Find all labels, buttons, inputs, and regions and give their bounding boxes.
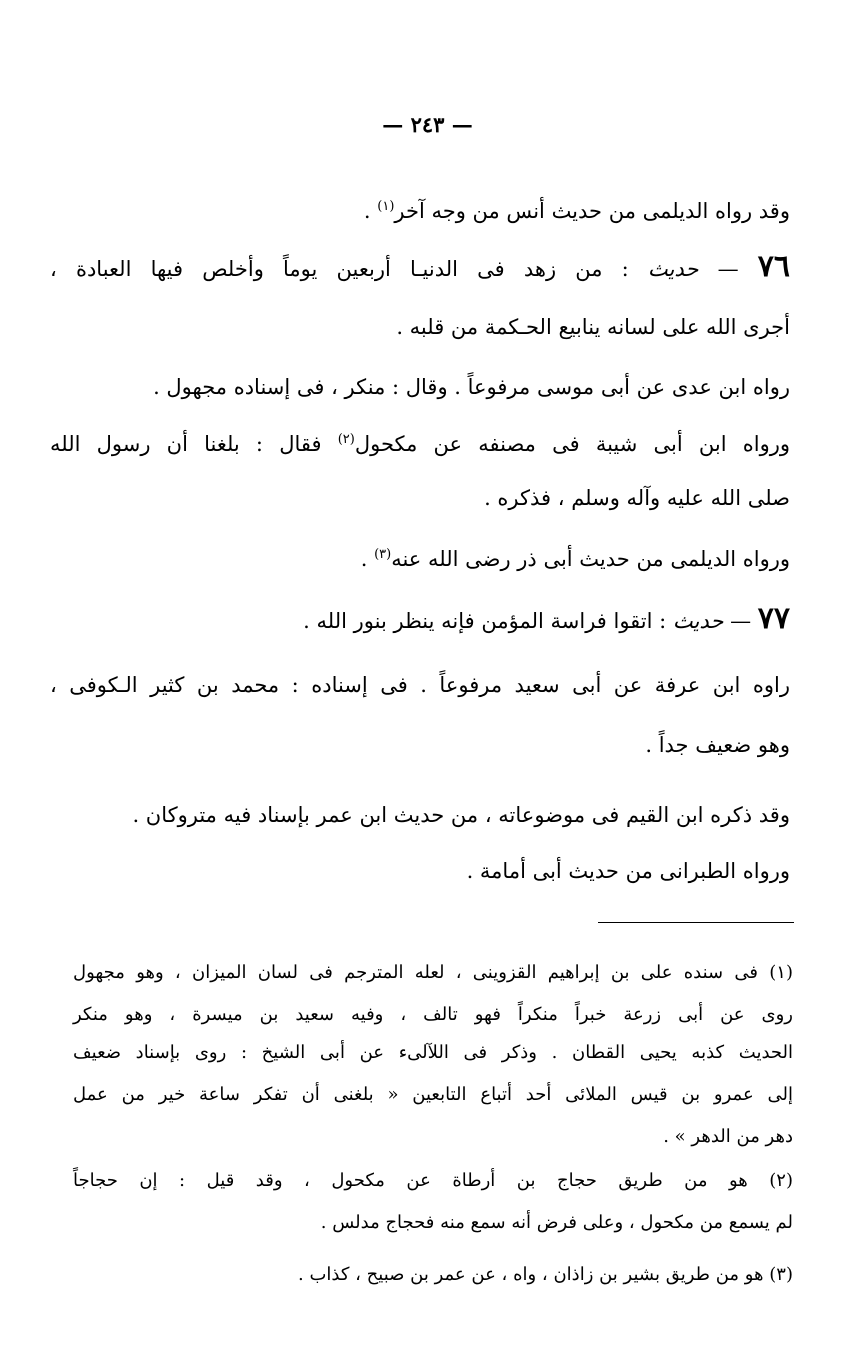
footnote-2-line-1: (٢) هو من طريق حجاج بن أرطاة عن مكحول ، وقد قيل : إن حجاجاً [73, 1170, 793, 1191]
hadith-76-line-2: أجرى الله على لسانه ينابيع الحـكمة من قلبه . [396, 315, 790, 339]
hadith-text: : اتقوا فراسة المؤمن فإنه ينظر بنور الله . [303, 609, 673, 633]
paragraph-abu-dharr [50, 540, 790, 574]
paragraph-text: ورواه ابن أبى شيبة فى مصنفه عن مكحول [354, 432, 791, 456]
footnote-1-line-2: روى عن أبى زرعة خبراً منكراً فهو تالف ، وفيه سعيد بن ميسرة ، وهو منكر [73, 1004, 793, 1025]
paragraph-ibn-arafa-line-1: راوه ابن عرفة عن أبى سعيد مرفوعاً . فى إسناده : محمد بن كثير الـكوفى ، [50, 673, 790, 697]
dash: — [723, 609, 758, 633]
page-number: — ٢٤٣ — [382, 112, 473, 137]
dash: — [698, 257, 758, 281]
footnote-ref-2: (٢) [337, 432, 355, 447]
hadith-77 [50, 601, 790, 636]
hadith-number-76: ٧٦ [757, 249, 790, 284]
paragraph-anas-narration [50, 192, 790, 226]
paragraph-tabarani: ورواه الطبرانى من حديث أبى أمامة . [466, 859, 790, 883]
footnote-ref-1: (١) [377, 199, 395, 214]
paragraph-text: ورواه الديلمى من حديث أبى ذر رضى الله عنه [391, 547, 790, 571]
footnote-1-line-1: (١) فى سنده على بن إبراهيم القزوينى ، لعله المترجم فى لسان الميزان ، وهو مجهول [73, 962, 793, 983]
paragraph-text-cont: فقال : بلغنا أن رسول الله [50, 432, 338, 456]
paragraph-ibn-adi: رواه ابن عدى عن أبى موسى مرفوعاً . وقال : منكر ، فى إسناده مجهول . [153, 375, 790, 399]
paragraph-end: . [360, 547, 375, 571]
footnote-1-line-5: دهر من الدهر » . [663, 1126, 793, 1147]
hadith-keyword: حديث [647, 257, 699, 281]
footnote-1-line-4: إلى عمرو بن قيس الملائى أحد أتباع التابعين « بلغنى أن تفكر ساعة خير من عمل [73, 1084, 793, 1105]
footnote-separator [598, 922, 794, 923]
hadith-76-line-1 [50, 249, 790, 284]
hadith-keyword: حديث [672, 609, 724, 633]
hadith-number-77: ٧٧ [757, 601, 790, 636]
hadith-text: : من زهد فى الدنيـا أربعين يوماً وأخلص فيها العبادة ، [50, 257, 648, 281]
footnote-3: (٣) هو من طريق بشير بن زاذان ، واه ، عن عمر بن صبيح ، كذاب . [298, 1264, 793, 1285]
footnote-1-line-3: الحديث كذبه يحيى القطان . وذكر فى اللآلىء عن أبى الشيخ : روى بإسناد ضعيف [73, 1042, 793, 1063]
paragraph-ibn-arafa-line-2: وهو ضعيف جداً . [645, 733, 790, 757]
paragraph-ibn-qayyim: وقد ذكره ابن القيم فى موضوعاته ، من حديث ابن عمر بإسناد فيه متروكان . [132, 803, 790, 827]
paragraph-end: . [363, 199, 378, 223]
paragraph-ibn-abi-shayba-line-2: صلى الله عليه وآله وسلم ، فذكره . [484, 486, 790, 510]
paragraph-text: وقد رواه الديلمى من حديث أنس من وجه آخر [394, 199, 790, 223]
footnote-2-line-2: لم يسمع من مكحول ، وعلى فرض أنه سمع منه فحجاج مدلس . [320, 1212, 793, 1233]
footnote-ref-3: (٣) [374, 547, 392, 562]
paragraph-ibn-abi-shayba-line-1 [50, 425, 790, 459]
